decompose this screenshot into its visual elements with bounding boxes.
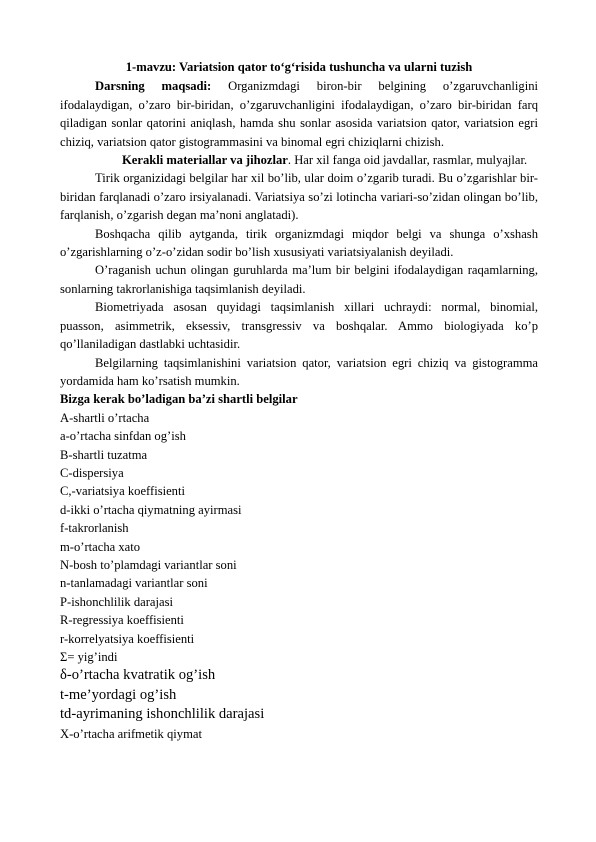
document-title: 1-mavzu: Variatsion qator to‘g‘risida tushuncha va ularni tuzish: [125, 60, 473, 74]
symbol-item: t-me’yordagi og’ish: [60, 686, 177, 703]
body-paragraph: Biometriyada asosan quyidagi taqsimlanish xillari uchraydi: normal, binomial, puasson, asimmetrik, eksessiv, transgressiv va boshqalar. Ammo biologiyada ko’p qo’llaniladigan dastlabki uchtasidir.: [60, 300, 538, 352]
purpose-label: Darsning maqsadi:: [95, 79, 212, 94]
symbol-item: r-korrelyatsiya koeffisienti: [60, 631, 195, 646]
symbol-item: C-dispersiya: [60, 465, 124, 480]
symbol-item: d-ikki o’rtacha qiymatning ayirmasi: [60, 502, 242, 517]
symbol-item: m-o’rtacha xato: [60, 539, 141, 554]
purpose-paragraph: [60, 77, 538, 151]
symbols-list: [60, 409, 538, 743]
symbol-item: P-ishonchlilik darajasi: [60, 594, 173, 609]
symbol-item: n-tanlamadagi variantlar soni: [60, 576, 208, 591]
symbol-item: td-ayrimaning ishonchlilik darajasi: [60, 706, 265, 723]
materials-label: Kerakli materiallar va jihozlar: [122, 153, 288, 168]
body-paragraph: Boshqacha qilib aytganda, tirik organizmdagi miqdor belgi va shunga o’xshash o’zgarishlarning o’z-o’zidan sodir bo’lish xususiyati variatsiyalanish deyiladi.: [60, 226, 538, 260]
body-paragraph: Belgilarning taqsimlanishini variatsion qator, variatsion egri chiziq va gistogramma yordamida ham ko’rsatish mumkin.: [60, 355, 538, 388]
materials-text: . Har xil fanga oid javdallar, rasmlar, mulyajlar.: [287, 153, 528, 168]
symbol-item: A-shartli o’rtacha: [60, 410, 150, 425]
symbol-item: B-shartli tuzatma: [60, 447, 148, 462]
symbol-item: Σ= yig’indi: [60, 650, 118, 664]
symbol-item: N-bosh to’plamdagi variantlar soni: [60, 557, 237, 572]
symbol-item: R-regressiya koeffisienti: [60, 613, 184, 628]
symbol-item: X-o’rtacha arifmetik qiymat: [60, 726, 202, 741]
symbol-item: a-o’rtacha sinfdan og’ish: [60, 429, 186, 444]
body-paragraph: Tirik organizidagi belgilar har xil bo’lib, ular doim o’zgarib turadi. Bu o’zgarishlar bir-biridan farqlanadi o’zaro irsiyalanadi. Variatsiya so’zi lotincha variari-so’zidan olingan bo’lib, farqlanish, o’zgarish degan ma’noni anglatadi).: [60, 171, 538, 223]
symbol-item: δ-o’rtacha kvatratik og’ish: [60, 667, 216, 684]
symbols-heading: Bizga kerak bo’ladigan ba’zi shartli belgilar: [60, 392, 298, 407]
symbol-item: f-takrorlanish: [60, 521, 129, 536]
document-page: [60, 58, 538, 743]
body-paragraph: O’raganish uchun olingan guruhlarda ma’lum bir belgini ifodalaydigan raqamlarning, sonlarning takrorlanishiga taqsimlanish deyiladi.: [60, 263, 538, 296]
materials-paragraph: [60, 151, 538, 169]
symbol-item: C,-variatsiya koeffisienti: [60, 484, 185, 499]
purpose-text: Organizmdagi biron-bir belgining o’zgaruvchanligini ifodalaydigan, o’zaro bir-biridan, o’zgaruvchanligini ifodalaydigan, o’zaro bir-biridan farq qiladigan sonlar qatorini aniqlash, hamda shu sonlar asosida variatsion qator, variatsion egri chiziq, variatsion qator gistogrammasini va binomal egri chiziqlarni chizish.: [60, 79, 538, 149]
